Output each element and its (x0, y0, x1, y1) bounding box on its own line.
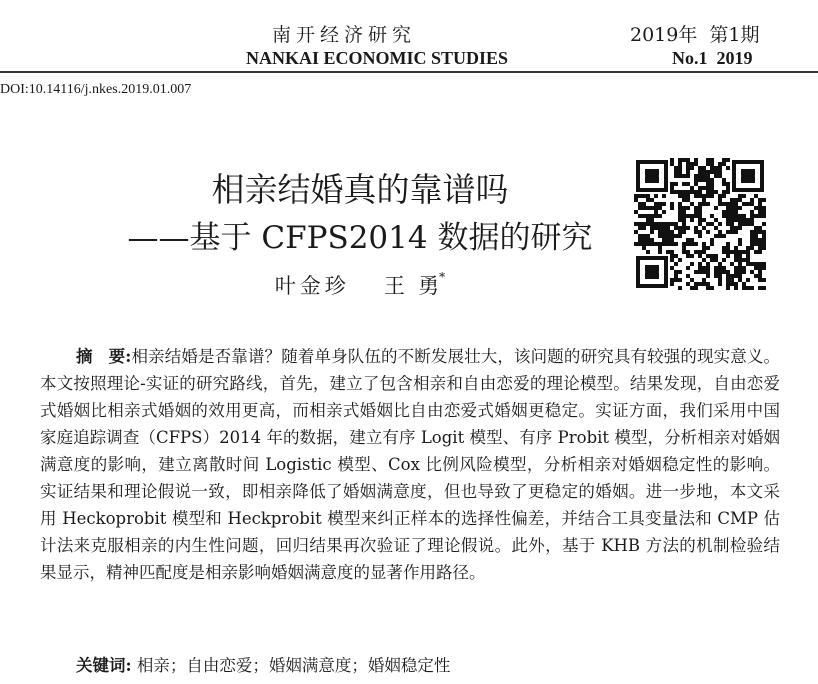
issue-en: No.1 2019 (672, 48, 753, 68)
abstract (40, 343, 780, 586)
article-title: 相亲结婚真的靠谱吗 (211, 170, 509, 209)
article-subtitle: ——基于 CFPS2014 数据的研究 (127, 220, 593, 256)
journal-name-en: NANKAI ECONOMIC STUDIES (246, 48, 509, 68)
issue-cn: 2019年 第1期 (630, 24, 760, 46)
header-rule (0, 71, 818, 73)
keywords (76, 652, 450, 676)
abstract-label-1: 摘 (76, 347, 109, 366)
author-2: 王 勇 (383, 274, 440, 298)
authors (0, 270, 720, 300)
qr-code-icon[interactable] (634, 158, 766, 290)
journal-name-cn: 南开经济研究 (272, 24, 417, 46)
keywords-text: 相亲；自由恋爱；婚姻满意度；婚姻稳定性 (136, 656, 451, 675)
abstract-text: 相亲结婚是否靠谱？随着单身队伍的不断发展壮大，该问题的研究具有较强的现实意义。本文按照理论-实证的研究路线，首先，建立了包含相亲和自由恋爱的理论模型。结果发现，自由恋爱式婚姻比相亲式婚姻的效用更高，而相亲式婚姻比自由恋爱式婚姻更稳定。实证方面，我们采用中国家庭追踪调查（CFPS）2014 年的数据，建立有序 Logit 模型、有序 Probit 模型，分析相亲对婚姻满意度的影响，建立离散时间 Logistic 模型、Cox 比例风险模型，分析相亲对婚姻稳定性的影响。实证结果和理论假说一致，即相亲降低了婚姻满意度，但也导致了更稳定的婚姻。进一步地，本文采用 Heckoprobit 模型和 Heckprobit 模型来纠正样本的选择性偏差，并结合工具变量法和 CMP 估计法来克服相亲的内生性问题，回归结果再次验证了理论假说。此外，基于 KHB 方法的机制检验结果显示，精神匹配度是相亲影响婚姻满意度的显著作用路径。 (40, 347, 781, 582)
doi[interactable]: DOI:10.14116/j.nkes.2019.01.007 (0, 82, 192, 97)
keywords-label: 关键词: (76, 656, 132, 675)
author-footnote-mark: * (439, 270, 446, 284)
author-1: 叶金珍 (274, 274, 350, 298)
abstract-label-2: 要: (108, 347, 132, 366)
